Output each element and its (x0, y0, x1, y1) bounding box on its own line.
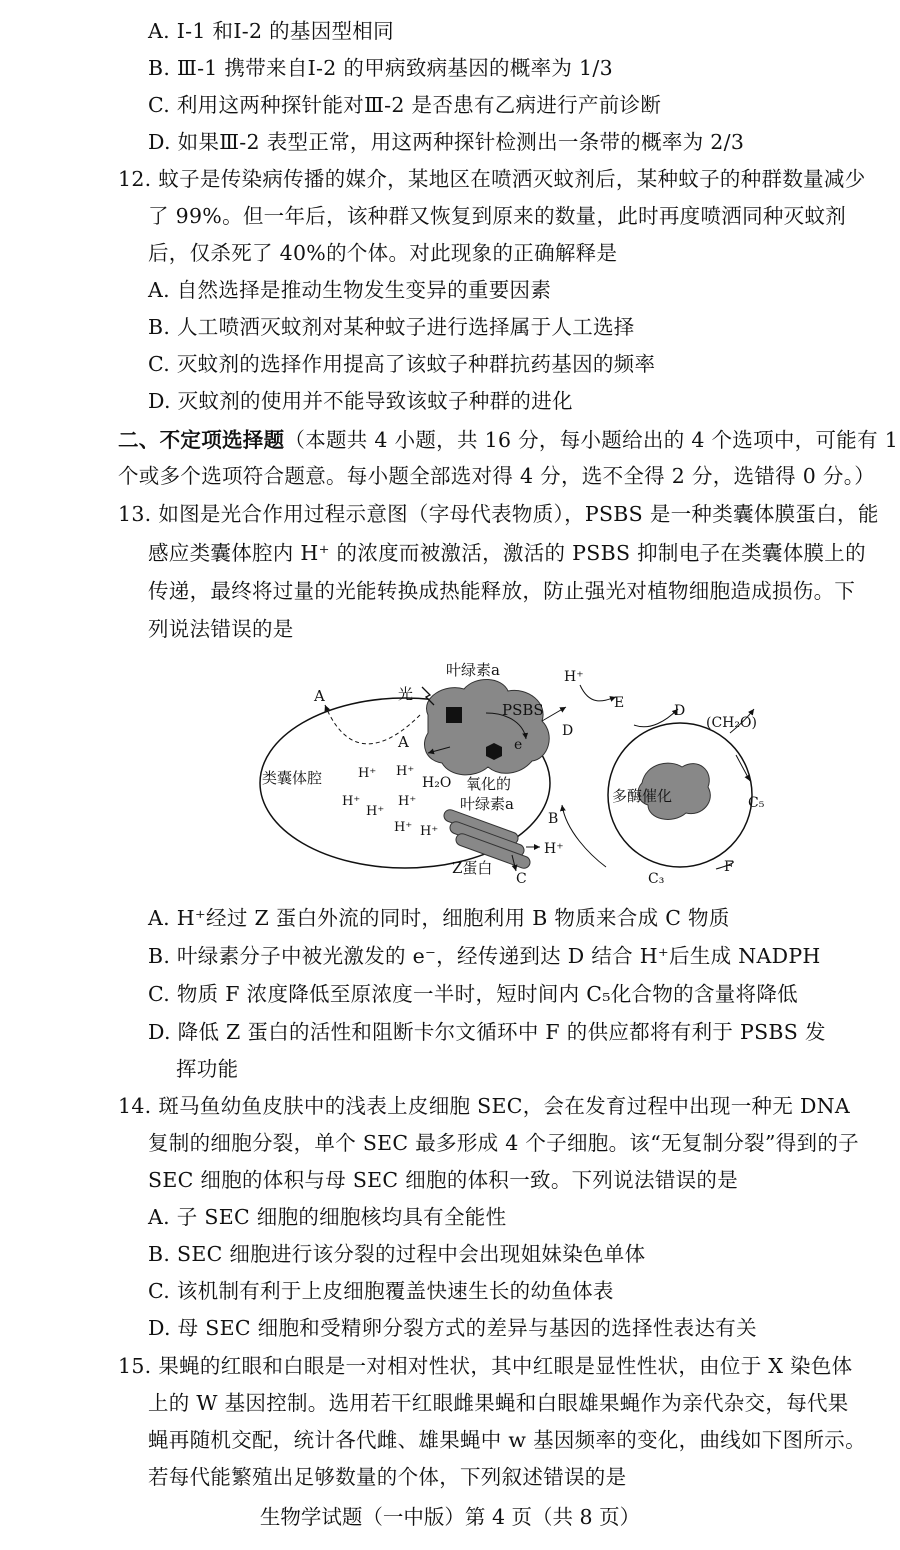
q14-stem-line1: 14. 斑马鱼幼鱼皮肤中的浅表上皮细胞 SEC，会在发育过程中出现一种无 DNA (118, 1094, 851, 1118)
section2-desc-line2: 个或多个选项符合题意。每小题全部选对得 4 分，选不全得 2 分，选错得 0 分。） (118, 464, 876, 488)
label-z-protein: Z蛋白 (452, 859, 493, 877)
section2-heading (118, 425, 898, 455)
q15-stem-line1: 15. 果蝇的红眼和白眼是一对相对性状，其中红眼是显性性状，由位于 X 染色体 (118, 1354, 853, 1378)
label-hplus-out: H⁺ (544, 841, 564, 857)
label-F: F (724, 859, 734, 875)
label-e: e (514, 737, 523, 753)
q13-stem-line3: 传递，最终将过量的光能转换成热能释放，防止强光对植物细胞造成损伤。下 (148, 579, 856, 603)
q14-option-b: B. SEC 细胞进行该分裂的过程中会出现姐妹染色单体 (148, 1242, 646, 1266)
arrow-to-B (562, 805, 606, 867)
q11-option-d: D. 如果Ⅲ-2 表型正常，用这两种探针检测出一条带的概率为 2/3 (148, 130, 745, 154)
q11-option-a: A. Ⅰ-1 和Ⅰ-2 的基因型相同 (148, 19, 394, 43)
label-hplus-2: H⁺ (396, 764, 415, 779)
label-hplus-7: H⁺ (420, 824, 439, 839)
label-D-right: D (674, 703, 686, 719)
arrow-to-D (542, 707, 566, 721)
q12-stem-line2: 了 99%。但一年后，该种群又恢复到原来的数量，此时再度喷洒同种灭蚊剂 (148, 204, 847, 228)
label-enzyme: 多酶催化 (612, 787, 673, 805)
q13-stem-line2: 感应类囊体腔内 H⁺ 的浓度而被激活，激活的 PSBS 抑制电子在类囊体膜上的 (148, 541, 866, 565)
label-hplus-5: H⁺ (398, 794, 417, 809)
q14-option-d: D. 母 SEC 细胞和受精卵分裂方式的差异与基因的选择性表达有关 (148, 1316, 757, 1340)
label-hplus-4: H⁺ (366, 804, 385, 819)
label-hplus-3: H⁺ (342, 794, 361, 809)
label-oxidized-1: 氧化的 (466, 775, 512, 793)
label-B: B (548, 811, 559, 827)
q13-option-c: C. 物质 F 浓度降低至原浓度一半时，短时间内 C₅化合物的含量将降低 (148, 982, 798, 1006)
section2-title: 二、不定项选择题 (118, 428, 285, 452)
q12-stem-line3: 后，仅杀死了 40%的个体。对此现象的正确解释是 (148, 241, 618, 265)
q13-stem-line1: 13. 如图是光合作用过程示意图（字母代表物质），PSBS 是一种类囊体膜蛋白，能 (118, 502, 879, 526)
photosystem-complex (424, 679, 549, 774)
q12-option-c: C. 灭蚊剂的选择作用提高了该蚊子种群抗药基因的频率 (148, 352, 656, 376)
q13-stem-line4: 列说法错误的是 (148, 617, 294, 641)
chlorophyll-square (446, 707, 462, 723)
arrow-to-E (580, 685, 616, 701)
q13-option-b: B. 叶绿素分子中被光激发的 e⁻，经传递到达 D 结合 H⁺后生成 NADPH (148, 944, 821, 968)
label-D-left: D (562, 723, 574, 739)
label-E: E (614, 695, 625, 711)
q14-stem-line3: SEC 细胞的体积与母 SEC 细胞的体积一致。下列说法错误的是 (148, 1168, 739, 1192)
q13-option-d-line2: 挥功能 (176, 1057, 239, 1081)
label-oxidized-2: 叶绿素a (460, 795, 514, 813)
label-A-mid: A (398, 733, 409, 751)
label-chlorophyll-a: 叶绿素a (446, 661, 500, 679)
q14-option-a: A. 子 SEC 细胞的细胞核均具有全能性 (148, 1205, 507, 1229)
page-footer: 生物学试题（一中版）第 4 页（共 8 页） (259, 1505, 641, 1529)
label-hplus-6: H⁺ (394, 820, 413, 835)
q12-option-d: D. 灭蚊剂的使用并不能导致该蚊子种群的进化 (148, 389, 573, 413)
label-hplus-top: H⁺ (564, 669, 584, 685)
section2-desc-line1: （本题共 4 小题，共 16 分，每小题给出的 4 个选项中，可能有 1 (284, 428, 899, 452)
label-lumen: 类囊体腔 (262, 769, 323, 787)
photosynthesis-diagram (250, 655, 800, 893)
label-psbs: PSBS (502, 701, 544, 719)
q11-option-c: C. 利用这两种探针能对Ⅲ-2 是否患有乙病进行产前诊断 (148, 93, 662, 117)
label-c3: C₃ (648, 871, 665, 887)
q13-option-a: A. H⁺经过 Z 蛋白外流的同时，细胞利用 B 物质来合成 C 物质 (148, 906, 730, 930)
q12-option-b: B. 人工喷洒灭蚊剂对某种蚊子进行选择属于人工选择 (148, 315, 635, 339)
q13-option-d-line1: D. 降低 Z 蛋白的活性和阻断卡尔文循环中 F 的供应都将有利于 PSBS 发 (148, 1020, 826, 1044)
q15-stem-line4: 若每代能繁殖出足够数量的个体，下列叙述错误的是 (148, 1465, 627, 1489)
label-light: 光 (398, 685, 414, 703)
label-hplus-1: H⁺ (358, 766, 377, 781)
label-c5: C₅ (748, 795, 765, 811)
q14-option-c: C. 该机制有利于上皮细胞覆盖快速生长的幼鱼体表 (148, 1279, 614, 1303)
q11-option-b: B. Ⅲ-1 携带来自Ⅰ-2 的甲病致病基因的概率为 1/3 (148, 56, 613, 80)
label-ch2o: (CH₂O) (706, 715, 757, 731)
q15-stem-line2: 上的 W 基因控制。选用若干红眼雌果蝇和白眼雄果蝇作为亲代杂交，每代果 (148, 1391, 849, 1415)
label-A-top: A (314, 687, 325, 705)
q14-stem-line2: 复制的细胞分裂，单个 SEC 最多形成 4 个子细胞。该“无复制分裂”得到的子 (148, 1131, 859, 1155)
label-h2o: H₂O (422, 775, 452, 791)
q15-stem-line3: 蝇再随机交配，统计各代雌、雄果蝇中 w 基因频率的变化，曲线如下图所示。 (148, 1428, 866, 1452)
label-C: C (516, 871, 527, 887)
q12-stem-line1: 12. 蚊子是传染病传播的媒介，某地区在喷洒灭蚊剂后，某种蚊子的种群数量减少 (118, 167, 866, 191)
q12-option-a: A. 自然选择是推动生物发生变异的重要因素 (148, 278, 552, 302)
